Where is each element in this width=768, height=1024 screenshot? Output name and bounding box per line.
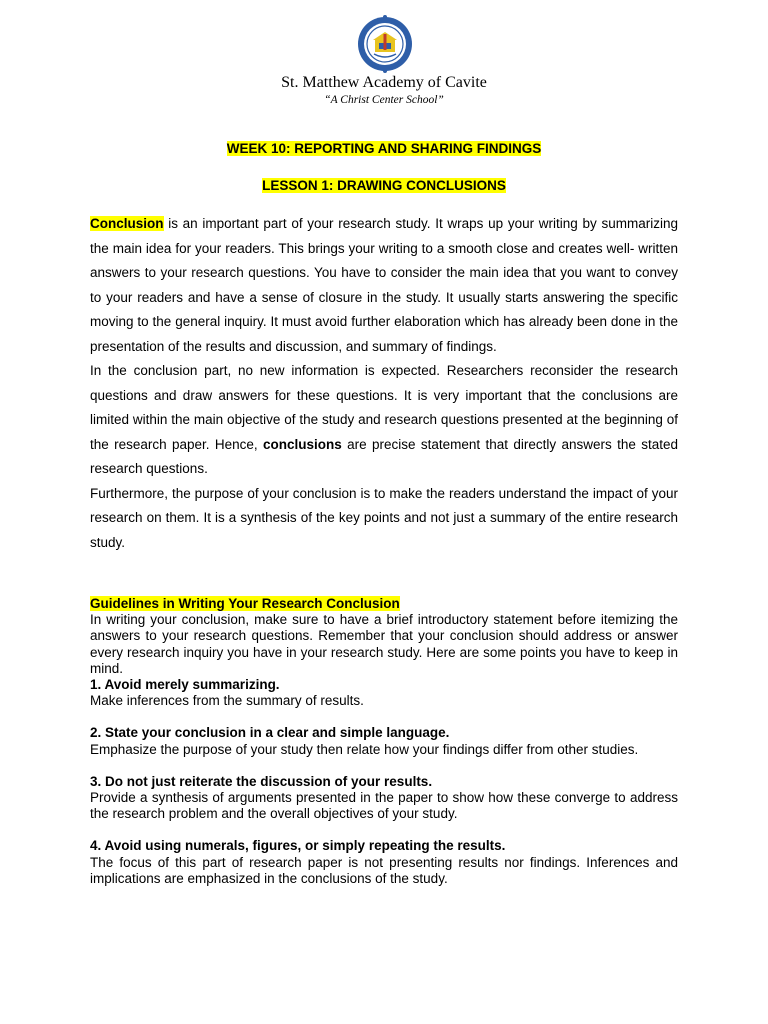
guideline-1-title: 1. Avoid merely summarizing.	[90, 677, 280, 693]
school-motto: “A Christ Center School”	[324, 94, 444, 106]
conclusions-term: conclusions	[263, 436, 342, 452]
guidelines-intro: In writing your conclusion, make sure to have a brief introductory statement before itemizing the answers to your research questions. Remember that your conclusion should address or answer every research inquiry you have in your research study. Here are some points you have to keep in mind.	[90, 612, 678, 676]
intro-section	[90, 212, 678, 555]
intro-paragraph-3: Furthermore, the purpose of your conclusion is to make the readers understand the impact of your research on them. It is a synthesis of the key points and not just a summary of the entire research study.	[90, 485, 678, 550]
guideline-3-title: 3. Do not just reiterate the discussion of your results.	[90, 773, 433, 789]
guidelines-section	[90, 596, 678, 887]
intro-paragraph-1-text: is an important part of your research study. It wraps up your writing by summarizing the main idea for your readers. This brings your writing to a smooth close and creates well- written answers to your research questions. You have to consider the main idea that you want to convey to your readers and have a sense of closure in the study. It usually starts answering the specific moving to the general inquiry. It must avoid further elaboration which has already been done in the presentation of the results and discussion, and summary of findings.	[90, 216, 678, 354]
school-seal-logo	[357, 14, 413, 76]
lesson-title-text: LESSON 1: DRAWING CONCLUSIONS	[262, 178, 506, 193]
guideline-2-text: Emphasize the purpose of your study then relate how your findings differ from other studies.	[90, 741, 639, 757]
week-title-text: WEEK 10: REPORTING AND SHARING FINDINGS	[226, 141, 542, 156]
conclusion-term: Conclusion	[90, 216, 164, 231]
guideline-2-title: 2. State your conclusion in a clear and simple language.	[90, 725, 450, 741]
guideline-1-text: Make inferences from the summary of results.	[90, 693, 364, 709]
lesson-title	[0, 178, 768, 193]
intro-paragraph-2-text-a: In the conclusion part, no new information is expected. Researchers reconsider the research questions and draw answers for these questions. It is very important that the conclusions are limited within the main objective of the study and research questions presented at the beginning of the research paper. Hence,	[90, 363, 678, 452]
week-title	[0, 141, 768, 156]
school-name: St. Matthew Academy of Cavite	[281, 74, 487, 91]
guidelines-heading-text: Guidelines in Writing Your Research Conclusion	[90, 596, 400, 611]
guideline-4-title: 4. Avoid using numerals, figures, or simply repeating the results.	[90, 838, 506, 854]
intro-paragraph-1	[90, 212, 678, 359]
intro-paragraph-2	[90, 359, 678, 482]
guidelines-heading	[90, 596, 678, 612]
guideline-4-text: The focus of this part of research paper is not presenting results nor findings. Inferences and implications are emphasized in the conclusions of the study.	[90, 854, 678, 886]
intro-paragraph-2-text-b: are precise statement that directly answers the stated research questions.	[90, 436, 678, 476]
guideline-3-text: Provide a synthesis of arguments presented in the paper to show how these converge to address the research problem and the overall objectives of your study.	[90, 790, 678, 822]
